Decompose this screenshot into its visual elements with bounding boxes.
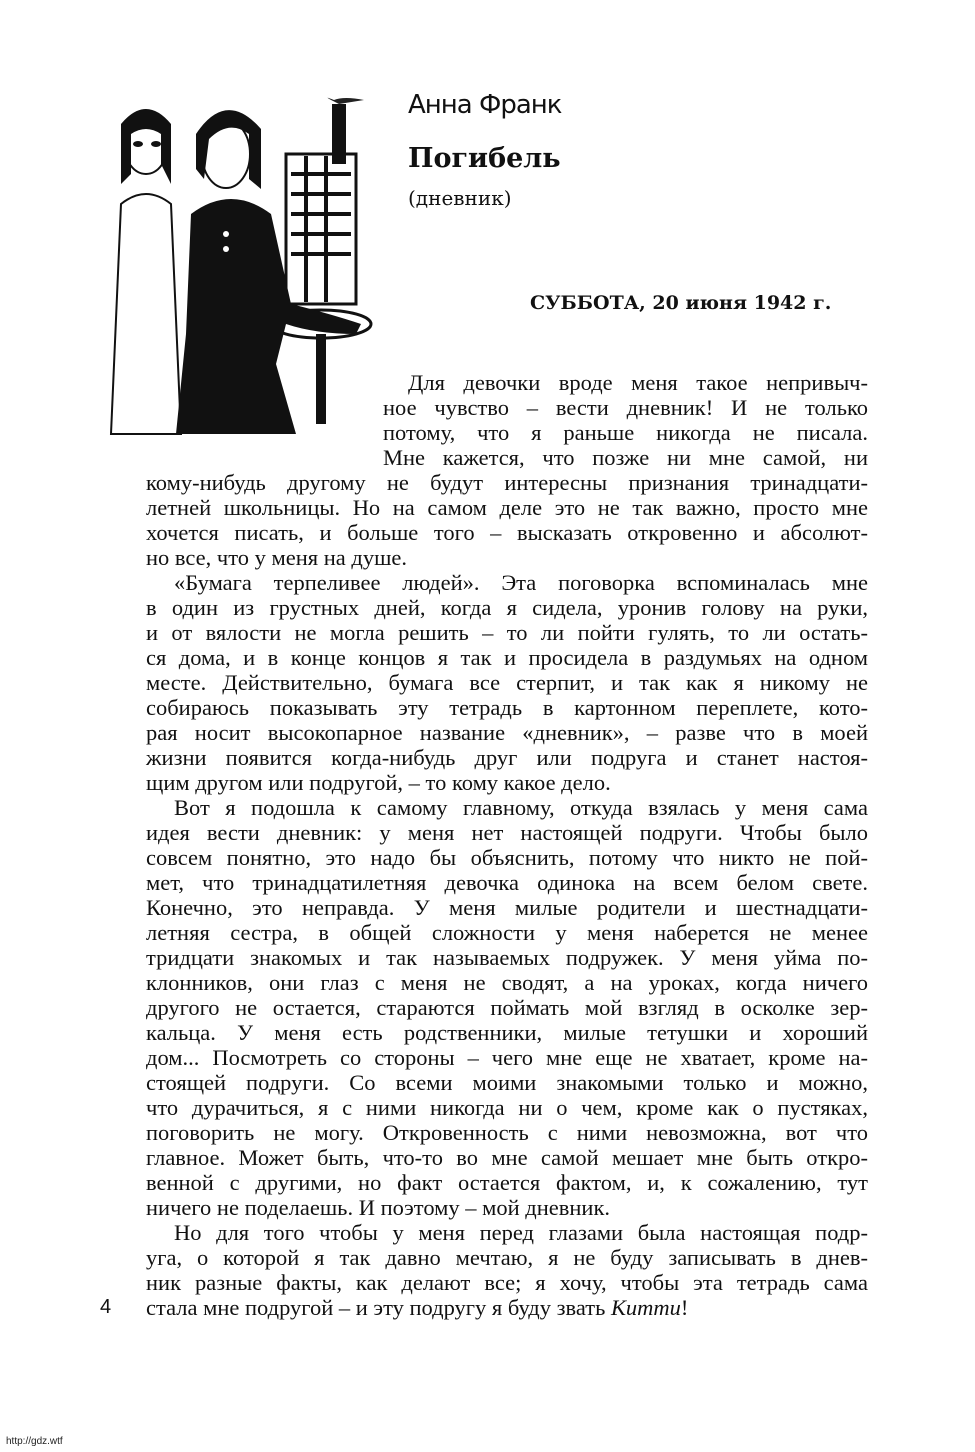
text-line: рая носит высокопарное название «дневник», – разве что в моей [146,720,868,745]
text-line-last [146,1295,688,1320]
text-line: кому-нибудь другому не будут интересны признания тринадцати- [146,470,868,495]
article-subtitle: (дневник) [408,186,512,210]
text-line: собираюсь показывать эту тетрадь в картонном переплете, кото- [146,695,868,720]
text-line: в один из грустных дней, когда я сидела, уронив голову на руки, [146,595,868,620]
text-line: щим другом или подругой, – то кому какое дело. [146,770,611,795]
entry-date: СУББОТА, 20 июня 1942 г. [530,292,832,314]
text-line-last-end: ! [680,1295,689,1320]
text-line: месте. Действительно, бумага все стерпит, и так как я никому не [146,670,868,695]
text-line: но все, что у меня на душе. [146,545,408,570]
text-line: жизни появится когда-нибудь друг или подруга и станет настоя- [146,745,868,770]
text-line: совсем понятно, это надо бы объяснить, потому что никто не пой- [146,845,868,870]
text-line: уга, о которой я так давно мечтаю, я не буду записывать в днев- [146,1245,868,1270]
text-line: клонников, они глаз с меня не сводят, а на уроках, когда ничего [146,970,868,995]
text-line: главное. Может быть, что-то во мне самой мешает мне быть откро- [146,1145,868,1170]
text-line: тридцати знакомых и так называемых подружек. У меня уйма по- [146,945,868,970]
text-line: летняя сестра, в общей сложности у меня наберется не менее [146,920,868,945]
source-link[interactable]: http://gdz.wtf [6,1436,63,1447]
text-line: ное чувство – вести дневник! И не только [383,395,868,420]
text-line: Вот я подошла к самому главному, откуда взялась у меня сама [174,795,868,820]
text-line: другого не остается, стараются поймать мой взгляд в осколке зер- [146,995,868,1020]
text-line: идея вести дневник: у меня нет настоящей подруги. Чтобы было [146,820,868,845]
text-line: хочется писать, и больше того – высказать откровенно и абсолют- [146,520,868,545]
text-line: дом... Посмотреть со стороны – чего мне еще не хватает, кроме на- [146,1045,868,1070]
text-line: летней школьницы. Но на самом деле это не так важно, просто мне [146,495,868,520]
text-line: «Бумага терпеливее людей». Эта поговорка вспоминалась мне [174,570,868,595]
text-line: кальца. У меня есть родственники, милые тетушки и хороший [146,1020,868,1045]
text-line: ся дома, и в конце концов я так и просидела в раздумьях на одном [146,645,868,670]
text-line: стоящей подруги. Со всеми моими знакомыми только и можно, [146,1070,868,1095]
text-line: ник разные факты, как делают все; я хочу, чтобы эта тетрадь сама [146,1270,868,1295]
text-line: мет, что тринадцатилетняя девочка одинока на всем белом свете. [146,870,868,895]
illustration [96,94,378,440]
text-line: потому, что я раньше никогда не писала. [383,420,868,445]
text-line: Для девочки вроде меня такое непривыч- [408,370,868,395]
text-line-last-body: стала мне подругой – и эту подругу я буду звать [146,1295,611,1320]
text-line: и от вялости не могла решить – то ли пойти гулять, то ли остать- [146,620,868,645]
article-title: Погибель [408,143,561,174]
text-line: венной с другими, но факт остается фактом, и, к сожалению, тут [146,1170,868,1195]
author-name: Анна Франк [408,90,562,120]
page-number: 4 [100,1296,112,1318]
name-kitty: Китти [610,1295,681,1320]
text-line: Конечно, это неправда. У меня милые родители и шестнадцати- [146,895,868,920]
text-line: ничего не поделаешь. И поэтому – мой дневник. [146,1195,611,1220]
text-line: Но для того чтобы у меня перед глазами была настоящая подр- [174,1220,868,1245]
text-line: Мне кажется, что позже ни мне самой, ни [383,445,868,470]
illustration-drawing [96,94,378,440]
text-line: поговорить не могу. Откровенность с ними невозможна, вот что [146,1120,868,1145]
text-line: что дурачиться, я с ними никогда ни о чем, кроме как о пустяках, [146,1095,868,1120]
